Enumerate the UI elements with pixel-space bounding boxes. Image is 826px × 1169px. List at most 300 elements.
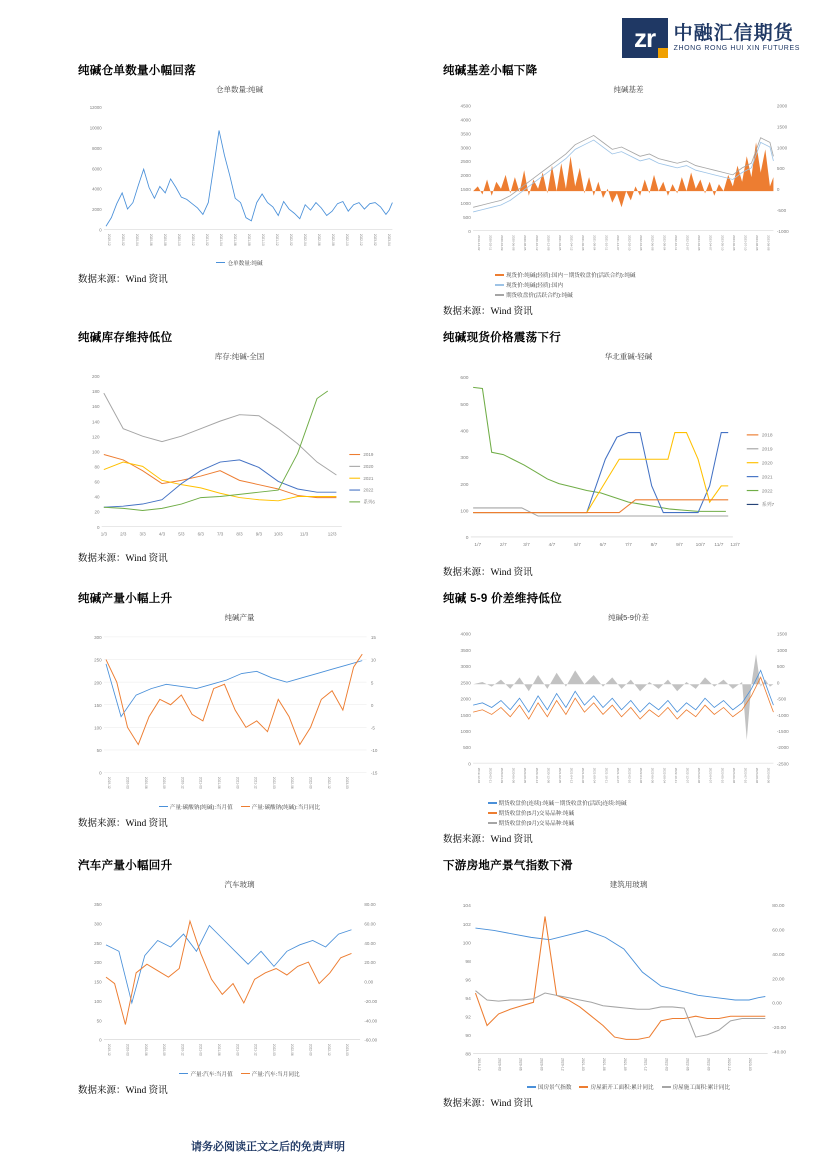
svg-text:-15: -15: [370, 770, 378, 776]
svg-text:90: 90: [465, 1033, 471, 1039]
svg-text:2022-03: 2022-03: [271, 1043, 276, 1056]
svg-text:40: 40: [94, 494, 100, 500]
panel-auto-output: [0, 857, 413, 1121]
svg-text:300: 300: [94, 635, 102, 641]
source-note: 数据来源：Wind 资讯: [78, 274, 168, 285]
source-note: 数据来源：Wind 资讯: [443, 1099, 533, 1110]
chart-auto-glass: [78, 879, 401, 1078]
legend-label: 产量:汽车:当月值: [190, 1071, 233, 1078]
svg-text:3000: 3000: [460, 664, 471, 670]
svg-text:8000: 8000: [92, 145, 102, 151]
chart-title: 建筑用玻璃: [609, 879, 648, 889]
svg-text:500: 500: [776, 166, 785, 172]
svg-text:2021-10-11: 2021-10-11: [604, 767, 609, 783]
svg-text:8/3: 8/3: [236, 531, 243, 537]
svg-text:2500: 2500: [460, 680, 471, 686]
svg-text:2022-02-10: 2022-02-10: [627, 767, 632, 784]
legend-label: 国房景气指数: [537, 1085, 572, 1092]
svg-text:2020-12-08: 2020-12-08: [546, 235, 551, 251]
svg-text:2021-02-05: 2021-02-05: [557, 767, 562, 784]
legend-label: 房屋新开工面积:累计同比: [590, 1085, 654, 1092]
svg-text:2021-10-11: 2021-10-11: [604, 235, 609, 251]
svg-text:2021-08: 2021-08: [247, 233, 252, 246]
svg-text:2020-03: 2020-03: [497, 1057, 502, 1071]
svg-text:2023-07-10: 2023-07-10: [743, 235, 748, 251]
legend-item: [488, 819, 575, 827]
chart-plot: [443, 891, 814, 1082]
svg-text:2000: 2000: [776, 103, 788, 109]
svg-text:2019-12: 2019-12: [107, 233, 112, 246]
svg-text:500: 500: [463, 745, 471, 751]
legend-label: 期货收盘价(5月)交易品种:纯碱: [498, 810, 575, 817]
chart-building-glass: [443, 879, 814, 1091]
svg-text:2020-12: 2020-12: [180, 776, 185, 789]
legend-item: [179, 1070, 232, 1078]
svg-text:2020-09: 2020-09: [162, 776, 167, 789]
svg-text:0: 0: [97, 524, 100, 530]
svg-text:2022-03: 2022-03: [664, 1057, 669, 1071]
svg-text:200: 200: [94, 680, 102, 686]
svg-text:2022-12-07: 2022-12-07: [685, 235, 690, 251]
chart-legend: [443, 799, 814, 827]
svg-text:2021-06-08: 2021-06-08: [581, 235, 586, 251]
svg-text:2021: 2021: [761, 475, 773, 481]
panel-basis: [413, 62, 826, 329]
svg-text:6/7: 6/7: [599, 543, 607, 549]
legend-item: [662, 1083, 731, 1091]
svg-text:2020-06: 2020-06: [149, 233, 154, 246]
svg-text:12/7: 12/7: [730, 543, 740, 549]
legend-item: [495, 291, 573, 299]
svg-text:2/7: 2/7: [499, 543, 507, 549]
svg-text:60.00: 60.00: [364, 921, 376, 927]
chart-inventory: [78, 351, 401, 546]
svg-text:200: 200: [91, 373, 100, 379]
svg-text:0: 0: [465, 536, 469, 542]
svg-text:60: 60: [94, 479, 100, 485]
panel-warehouse-receipts: [0, 62, 413, 329]
logo-text: [674, 24, 800, 53]
svg-text:-500: -500: [776, 207, 787, 213]
svg-text:2023-07-10: 2023-07-10: [743, 767, 748, 784]
svg-text:10/3: 10/3: [273, 531, 283, 537]
chart-row-3: [0, 590, 826, 857]
svg-text:94: 94: [465, 996, 471, 1002]
company-logo: [622, 18, 800, 58]
legend-label: 房屋施工面积:累计同比: [672, 1085, 731, 1092]
svg-text:2022-04-08: 2022-04-08: [639, 235, 644, 251]
svg-text:2021-12-07: 2021-12-07: [615, 767, 620, 784]
svg-text:4/7: 4/7: [548, 543, 556, 549]
panel-heading: 纯碱库存维持低位: [78, 331, 173, 344]
svg-text:1500: 1500: [460, 187, 471, 193]
svg-text:2023-09-08: 2023-09-08: [766, 767, 771, 784]
svg-text:2021-04: 2021-04: [219, 233, 224, 246]
svg-text:2020-03: 2020-03: [125, 776, 130, 789]
svg-text:-2500: -2500: [776, 761, 789, 767]
svg-text:2023-03: 2023-03: [748, 1057, 753, 1071]
svg-text:1/7: 1/7: [474, 543, 482, 549]
svg-text:4000: 4000: [92, 186, 102, 192]
svg-text:2022: 2022: [363, 487, 374, 493]
svg-text:200: 200: [94, 960, 102, 966]
panel-heading: 纯碱仓单数量小幅回落: [78, 65, 196, 77]
svg-text:1000: 1000: [460, 728, 471, 734]
logo-mark: zr: [622, 18, 668, 58]
svg-text:3500: 3500: [460, 647, 471, 653]
svg-text:0: 0: [776, 187, 780, 193]
svg-text:2021-09: 2021-09: [235, 776, 240, 789]
svg-text:1/3: 1/3: [100, 531, 107, 537]
svg-text:2022-12: 2022-12: [326, 776, 331, 789]
svg-text:60.00: 60.00: [772, 928, 785, 934]
svg-text:2023-05-10: 2023-05-10: [720, 235, 725, 251]
svg-text:2020-04-09: 2020-04-09: [499, 767, 504, 784]
svg-text:400: 400: [460, 429, 469, 435]
svg-text:40.00: 40.00: [772, 952, 785, 958]
panel-heading: 纯碱 5-9 价差维持低位: [443, 593, 562, 605]
svg-text:1000: 1000: [776, 145, 788, 151]
svg-text:2019-12: 2019-12: [107, 776, 112, 789]
svg-text:50: 50: [96, 1018, 102, 1024]
svg-text:2022-10: 2022-10: [345, 233, 350, 246]
svg-text:2023-06-08: 2023-06-08: [731, 767, 736, 784]
svg-text:100: 100: [91, 449, 100, 455]
svg-text:2023-04-07: 2023-04-07: [708, 235, 713, 251]
svg-text:2021-03: 2021-03: [581, 1057, 586, 1071]
svg-text:2020-12: 2020-12: [180, 1043, 185, 1056]
svg-text:7/7: 7/7: [625, 543, 632, 549]
source-note: 数据来源：Wind 资讯: [443, 306, 533, 317]
svg-text:2021-03: 2021-03: [198, 1043, 203, 1056]
svg-text:1500: 1500: [776, 124, 788, 130]
panel-heading: 纯碱现货价格震荡下行: [443, 331, 561, 344]
svg-text:2020-04: 2020-04: [135, 233, 140, 246]
svg-text:3/7: 3/7: [523, 543, 530, 549]
svg-text:0.00: 0.00: [364, 979, 374, 985]
svg-text:3000: 3000: [460, 145, 471, 151]
svg-text:1000: 1000: [460, 200, 471, 206]
svg-text:2000: 2000: [460, 173, 471, 179]
logo-company-cn: 中融汇信期货: [673, 22, 794, 44]
svg-text:2020-10: 2020-10: [177, 233, 182, 246]
svg-text:102: 102: [462, 922, 471, 928]
svg-text:150: 150: [94, 979, 102, 985]
chart-row-4: [0, 857, 826, 1121]
svg-text:150: 150: [94, 702, 102, 708]
svg-text:2022-06: 2022-06: [317, 233, 322, 246]
svg-text:6000: 6000: [92, 166, 102, 172]
svg-text:2000: 2000: [92, 207, 102, 213]
panel-spread-5-9: [413, 590, 826, 857]
chart-row-2: [0, 329, 826, 590]
legend-label: 产量:碳酸钠(纯碱):当月值: [169, 804, 233, 811]
svg-text:2021-02-05: 2021-02-05: [557, 235, 562, 251]
svg-text:2021-03: 2021-03: [198, 776, 203, 789]
svg-text:2022-09: 2022-09: [308, 776, 313, 789]
svg-text:2022-10-11: 2022-10-11: [673, 767, 678, 783]
svg-text:600: 600: [460, 376, 469, 382]
chart-title: 纯碱产量: [224, 613, 255, 622]
source-note: 数据来源：Wind 资讯: [443, 834, 533, 845]
panel-heading: 纯碱基差小幅下降: [443, 65, 538, 77]
svg-text:2000: 2000: [460, 696, 471, 702]
svg-text:0: 0: [99, 770, 102, 776]
svg-text:2021-04-12: 2021-04-12: [569, 235, 574, 251]
chart-plot: [78, 363, 401, 546]
svg-text:2020-06: 2020-06: [518, 1057, 523, 1071]
legend-label: 期货收盘价(9月)交易品种:纯碱: [498, 820, 575, 827]
svg-text:2019-12-02: 2019-12-02: [476, 235, 481, 251]
svg-text:3500: 3500: [460, 131, 471, 137]
svg-text:10000: 10000: [89, 125, 102, 131]
svg-text:92: 92: [465, 1015, 471, 1021]
svg-text:2020-09: 2020-09: [539, 1057, 544, 1071]
svg-text:500: 500: [776, 664, 785, 670]
svg-text:2021-06-08: 2021-06-08: [581, 767, 586, 784]
chart-plot: [78, 96, 401, 258]
svg-text:2021-12-07: 2021-12-07: [615, 235, 620, 251]
legend-item: [488, 799, 627, 807]
svg-text:4500: 4500: [460, 103, 471, 109]
svg-text:2022-02-10: 2022-02-10: [627, 235, 632, 251]
svg-text:88: 88: [465, 1052, 471, 1058]
svg-text:2022-06-08: 2022-06-08: [650, 235, 655, 251]
chart-plot: [78, 891, 401, 1069]
svg-text:500: 500: [460, 402, 469, 408]
svg-text:2022-04-08: 2022-04-08: [639, 767, 644, 784]
svg-text:8/7: 8/7: [650, 543, 658, 549]
source-note: 数据来源：Wind 资讯: [78, 553, 168, 564]
svg-text:10/7: 10/7: [695, 543, 706, 549]
svg-text:2023-02-08: 2023-02-08: [697, 235, 702, 251]
svg-text:2020-12-08: 2020-12-08: [546, 767, 551, 784]
svg-text:2021-02: 2021-02: [205, 233, 210, 246]
svg-text:160: 160: [91, 404, 100, 410]
svg-text:2022-09: 2022-09: [706, 1057, 711, 1071]
svg-text:2020-02: 2020-02: [121, 233, 126, 246]
svg-text:10: 10: [370, 657, 376, 663]
chart-title: 库存:纯碱-全国: [214, 351, 265, 361]
svg-text:2020: 2020: [363, 463, 374, 469]
svg-text:1500: 1500: [776, 631, 788, 637]
svg-text:2022-03: 2022-03: [271, 776, 276, 789]
source-note: 数据来源：Wind 资讯: [78, 1085, 168, 1096]
svg-text:100: 100: [460, 509, 469, 515]
svg-text:2022-09: 2022-09: [308, 1043, 313, 1056]
svg-text:20: 20: [94, 509, 100, 515]
svg-text:2022-08-04: 2022-08-04: [662, 767, 667, 784]
svg-text:9/7: 9/7: [676, 543, 683, 549]
svg-text:2023-02: 2023-02: [373, 233, 378, 246]
chart-warehouse-receipts: [78, 84, 401, 267]
disclaimer-text: 请务必阅读正文之后的免责声明: [191, 1141, 345, 1153]
legend-item: [488, 809, 575, 817]
svg-text:2022-12-07: 2022-12-07: [685, 767, 690, 784]
chart-spread-5-9: [443, 612, 814, 827]
svg-text:2021: 2021: [363, 475, 374, 481]
svg-text:2021-09: 2021-09: [235, 1043, 240, 1056]
svg-text:0: 0: [99, 227, 102, 233]
legend-label: 期货收盘价(活跃合约):纯碱: [505, 292, 573, 299]
svg-text:2020-06-08: 2020-06-08: [511, 235, 516, 251]
svg-text:-5: -5: [370, 725, 375, 731]
svg-text:0: 0: [99, 1037, 102, 1043]
panel-inventory: [0, 329, 413, 590]
svg-text:2023-04-07: 2023-04-07: [708, 767, 713, 784]
svg-text:250: 250: [94, 657, 102, 663]
svg-text:2020: 2020: [761, 461, 773, 467]
svg-text:50: 50: [96, 748, 102, 754]
chart-legend: [443, 1083, 814, 1091]
svg-text:7/3: 7/3: [216, 531, 224, 537]
svg-text:2023-06-08: 2023-06-08: [731, 235, 736, 251]
svg-text:100: 100: [94, 998, 102, 1004]
svg-text:2020-12: 2020-12: [560, 1057, 565, 1071]
svg-text:2019: 2019: [761, 447, 773, 453]
svg-text:100: 100: [94, 725, 102, 731]
svg-text:0.00: 0.00: [772, 1001, 782, 1007]
chart-plot: [443, 363, 814, 560]
svg-text:2022-06-08: 2022-06-08: [650, 767, 655, 784]
svg-text:0: 0: [370, 702, 374, 708]
svg-text:2021-08-04: 2021-08-04: [592, 235, 597, 251]
legend-item: [527, 1083, 572, 1091]
svg-text:1000: 1000: [776, 647, 788, 653]
svg-text:104: 104: [462, 904, 471, 910]
svg-text:2022-06: 2022-06: [290, 1043, 295, 1056]
svg-text:20.00: 20.00: [364, 960, 376, 966]
svg-text:2021-04-12: 2021-04-12: [569, 767, 574, 784]
svg-text:2020-04-09: 2020-04-09: [499, 235, 504, 251]
svg-text:2021-06: 2021-06: [233, 233, 238, 246]
svg-text:2020-08-05: 2020-08-05: [523, 235, 528, 251]
legend-item: [241, 803, 320, 811]
svg-text:0: 0: [468, 228, 471, 234]
svg-text:-10: -10: [370, 748, 378, 754]
svg-text:5/7: 5/7: [574, 543, 581, 549]
source-note: 数据来源：Wind 资讯: [443, 568, 533, 578]
chart-plot: [78, 624, 401, 802]
source-note: 数据来源：Wind 资讯: [78, 818, 168, 829]
svg-text:80.00: 80.00: [364, 901, 376, 907]
svg-text:100: 100: [462, 941, 471, 947]
svg-text:300: 300: [460, 456, 469, 462]
svg-text:-500: -500: [776, 696, 787, 702]
chart-title: 纯碱基差: [613, 85, 644, 94]
svg-text:0: 0: [468, 761, 471, 767]
svg-text:2020-06: 2020-06: [143, 1043, 148, 1056]
svg-text:2020-06-08: 2020-06-08: [511, 767, 516, 784]
svg-text:140: 140: [91, 419, 100, 425]
svg-text:2/3: 2/3: [120, 531, 127, 537]
legend-label: 仓单数量:纯碱: [227, 260, 263, 267]
svg-text:80: 80: [94, 464, 100, 470]
legend-label: 产量:碳酸钠(纯碱):当月同比: [251, 804, 321, 811]
svg-text:98: 98: [465, 959, 471, 965]
svg-text:4000: 4000: [460, 631, 471, 637]
svg-text:2020-02-11: 2020-02-11: [488, 767, 493, 783]
chart-title: 仓单数量:纯碱: [215, 85, 264, 94]
panel-heading: 纯碱产量小幅上升: [78, 593, 173, 605]
svg-text:4/3: 4/3: [158, 531, 166, 537]
svg-text:2500: 2500: [460, 159, 471, 165]
svg-text:2021-06: 2021-06: [216, 776, 221, 789]
svg-text:-20.00: -20.00: [772, 1025, 787, 1031]
svg-text:2021-12: 2021-12: [275, 233, 280, 246]
svg-text:2023-02-08: 2023-02-08: [697, 767, 702, 784]
svg-text:0: 0: [776, 680, 780, 686]
chart-legend: [78, 259, 401, 267]
panel-heading: 汽车产量小幅回升: [78, 859, 173, 872]
svg-text:2018: 2018: [761, 433, 773, 439]
svg-text:2021-09: 2021-09: [622, 1057, 627, 1071]
chart-legend: [78, 803, 401, 811]
svg-text:4000: 4000: [460, 117, 471, 123]
svg-text:300: 300: [94, 921, 102, 927]
svg-text:-40.00: -40.00: [364, 1018, 378, 1024]
legend-item: [241, 1070, 300, 1078]
svg-text:系列6: 系列6: [363, 499, 375, 505]
svg-text:2023-03: 2023-03: [345, 1043, 350, 1056]
svg-text:9/3: 9/3: [255, 531, 263, 537]
svg-text:2021-08-04: 2021-08-04: [592, 767, 597, 784]
svg-text:2022-06: 2022-06: [290, 776, 295, 789]
svg-text:2020-08: 2020-08: [163, 233, 168, 246]
svg-text:2023-08-08: 2023-08-08: [755, 767, 760, 784]
chart-title: 纯碱5-9价差: [608, 613, 649, 622]
svg-text:2021-12: 2021-12: [643, 1057, 648, 1071]
svg-text:12/3: 12/3: [327, 531, 337, 537]
chart-legend: [78, 1070, 401, 1078]
legend-label: 现货价:纯碱(轻质):国内－期货收盘价(活跃合约):纯碱: [505, 272, 636, 279]
svg-text:3/3: 3/3: [139, 531, 146, 537]
panel-heading: 下游房地产景气指数下滑: [443, 859, 573, 872]
panel-output: [0, 590, 413, 857]
svg-text:180: 180: [91, 389, 100, 395]
chart-spot-price: [443, 351, 814, 560]
svg-text:2021-12: 2021-12: [253, 776, 258, 789]
svg-text:20.00: 20.00: [772, 977, 785, 983]
svg-text:15: 15: [370, 635, 376, 641]
svg-text:250: 250: [94, 940, 102, 946]
svg-text:2021-06: 2021-06: [601, 1057, 606, 1071]
svg-text:-40.00: -40.00: [772, 1050, 787, 1056]
chart-output: [78, 612, 401, 811]
svg-text:11/3: 11/3: [299, 531, 309, 537]
svg-text:1500: 1500: [460, 712, 471, 718]
svg-text:2020-02-11: 2020-02-11: [488, 235, 493, 251]
svg-text:-20.00: -20.00: [364, 998, 378, 1004]
legend-label: 产量:汽车:当月同比: [251, 1071, 300, 1078]
logo-company-en: ZHONG RONG HUI XIN FUTURES: [673, 44, 800, 52]
svg-text:2019: 2019: [363, 452, 374, 458]
svg-text:2021-12: 2021-12: [253, 1043, 258, 1056]
svg-text:-60.00: -60.00: [364, 1037, 378, 1043]
svg-text:2023-04: 2023-04: [387, 233, 392, 246]
svg-text:2022: 2022: [761, 489, 773, 495]
svg-text:12000: 12000: [89, 104, 102, 110]
svg-text:2022-02: 2022-02: [289, 233, 294, 246]
svg-text:2022-10-11: 2022-10-11: [673, 235, 678, 251]
svg-text:2021-10: 2021-10: [261, 233, 266, 246]
chart-title: 汽车玻璃: [224, 879, 255, 889]
svg-text:2020-12: 2020-12: [191, 233, 196, 246]
svg-text:200: 200: [460, 482, 469, 488]
svg-text:-2000: -2000: [776, 745, 789, 751]
page-footer: [0, 1137, 826, 1155]
svg-text:2022-12: 2022-12: [359, 233, 364, 246]
